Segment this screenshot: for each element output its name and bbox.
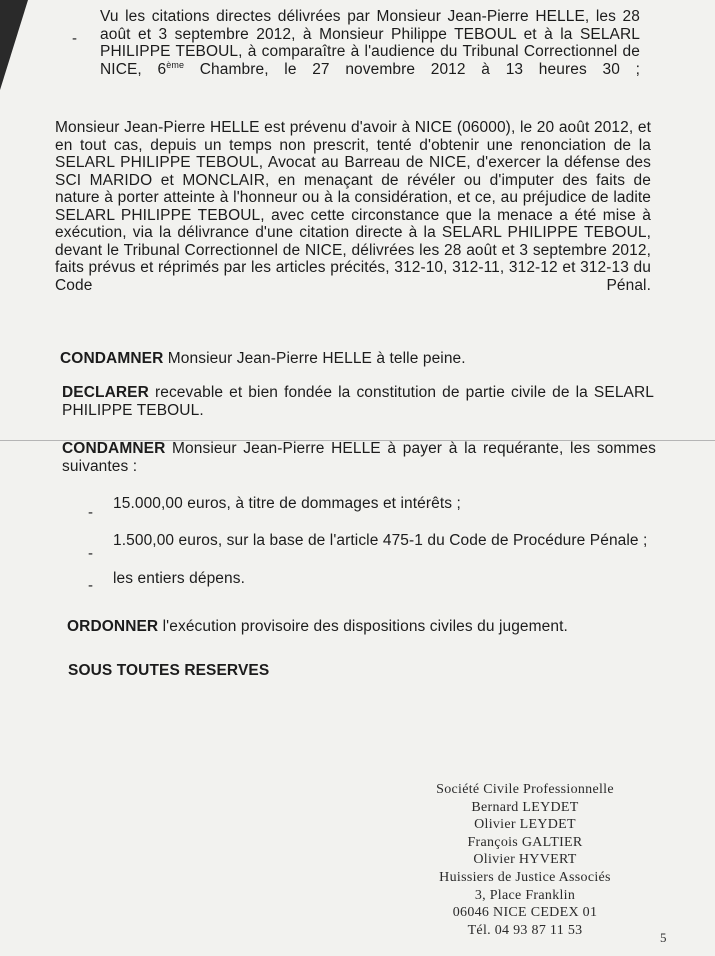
bailiff-stamp xyxy=(395,781,655,939)
list-item xyxy=(113,570,245,588)
ordonner-paragraph xyxy=(67,618,657,636)
text-line xyxy=(62,384,654,402)
stamp-line: 3, Place Franklin xyxy=(474,887,576,903)
citation-paragraph xyxy=(100,8,640,78)
text-line: PHILIPPE TEBOUL, à comparaître à l'audience du Tribunal Correctionnel de xyxy=(100,43,640,60)
text-line: SELARL PHILIPPE TEBOUL, avec cette circonstance que la menace a été mise à xyxy=(55,206,651,224)
stamp-line: Société Civile Professionnelle xyxy=(436,782,614,797)
prevention-paragraph xyxy=(55,119,651,294)
text-line: devant le Tribunal Correctionnel de NICE, délivrées les 28 août et 3 septembre 2012, xyxy=(55,241,651,259)
keyword: DECLARER xyxy=(62,384,149,401)
text-line: Vu les citations directes délivrées par Monsieur Jean-Pierre HELLE, les 28 xyxy=(100,8,640,25)
text-line: SELARL PHILIPPE TEBOUL, Avocat au Barreau de NICE, d'exercer la défense des xyxy=(55,154,651,171)
text-line: en tout cas, depuis un temps non prescrit, tenté d'obtenir une renonciation de la xyxy=(55,136,651,154)
text-line: suivantes : xyxy=(62,457,138,475)
text-fragment: Chambre, le 27 novembre 2012 à 13 heures 30 ; xyxy=(184,60,641,78)
text-line: SCI MARIDO et MONCLAIR, en menaçant de révéler ou d'imputer des faits de xyxy=(55,171,651,189)
superscript: ème xyxy=(166,59,185,70)
text-line: août et 3 septembre 2012, à Monsieur Philippe TEBOUL et à la SELARL xyxy=(100,25,640,43)
text-line: faits prévus et réprimés par les articles précités, 312-10, 312-11, 312-12 et 312-13 du xyxy=(55,259,651,276)
text-line: Monsieur Jean-Pierre HELLE est prévenu d'avoir à NICE (06000), le 20 août 2012, et xyxy=(55,119,651,136)
stamp-line: Huissiers de Justice Associés xyxy=(439,869,611,885)
stamp-line: Olivier LEYDET xyxy=(474,817,576,833)
condamner-peine-paragraph xyxy=(60,350,650,368)
text-line: PHILIPPE TEBOUL. xyxy=(62,401,204,419)
stamp-line: Olivier HYVERT xyxy=(473,852,577,868)
bullet-dash: - xyxy=(88,577,93,594)
list-item xyxy=(113,532,647,550)
condamner-sommes-paragraph xyxy=(62,440,656,475)
page-number: 5 xyxy=(660,930,667,945)
list-item xyxy=(113,495,461,513)
text-line: exécution, via la délivrance d'une citation directe à la SELARL PHILIPPE TEBOUL, xyxy=(55,224,651,241)
stamp-line: Bernard LEYDET xyxy=(471,799,579,815)
paragraph-text: recevable et bien fondée la constitution de partie civile de la SELARL xyxy=(148,384,654,401)
scan-corner-shadow xyxy=(0,0,28,90)
text-line xyxy=(100,61,640,79)
keyword: CONDAMNER xyxy=(62,440,166,457)
text-line: Code Pénal. xyxy=(55,276,651,294)
reserves-heading: SOUS TOUTES RESERVES xyxy=(68,662,270,679)
list-item-text: 1.500,00 euros, sur la base de l'article 475-1 du Code de Procédure Pénale ; xyxy=(113,532,648,549)
text-fragment: NICE, 6 xyxy=(100,60,167,78)
paragraph-text: Monsieur Jean-Pierre HELLE à telle peine. xyxy=(163,350,466,367)
stamp-line: Tél. 04 93 87 11 53 xyxy=(467,922,583,938)
bullet-dash: - xyxy=(88,504,93,521)
list-item-text: les entiers dépens. xyxy=(113,570,246,587)
stamp-line: 06046 NICE CEDEX 01 xyxy=(452,905,598,921)
paragraph-text: Monsieur Jean-Pierre HELLE à payer à la requérante, les sommes xyxy=(165,440,656,457)
declarer-paragraph xyxy=(62,384,654,419)
keyword: ORDONNER xyxy=(67,618,159,635)
text-line xyxy=(62,440,656,458)
bullet-dash: - xyxy=(72,30,77,47)
paragraph-text: l'exécution provisoire des dispositions civiles du jugement. xyxy=(158,618,568,635)
text-line: nature à porter atteinte à l'honneur ou à la considération, et ce, au préjudice de ladite xyxy=(55,189,651,206)
list-item-text: 15.000,00 euros, à titre de dommages et intérêts ; xyxy=(113,495,461,512)
bullet-dash: - xyxy=(88,545,93,562)
keyword: CONDAMNER xyxy=(60,350,164,367)
stamp-line: François GALTIER xyxy=(467,834,583,850)
